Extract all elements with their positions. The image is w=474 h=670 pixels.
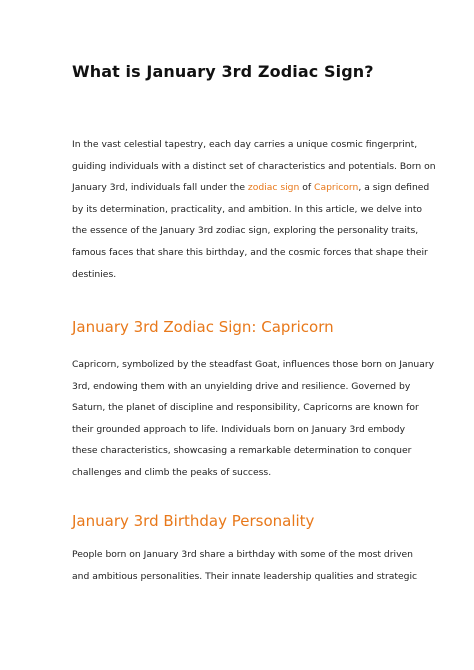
capricorn-line-2: 3rd, endowing them with an unyielding drive and resilience. Governed by	[72, 380, 411, 392]
capricorn-paragraph	[72, 354, 435, 484]
intro-line-4: by its determination, practicality, and ambition. In this article, we delve into	[72, 203, 423, 215]
intro-line-3	[72, 177, 430, 199]
personality-line-2: and ambitious personalities. Their innate leadership qualities and strategic	[72, 570, 418, 582]
intro-paragraph	[72, 134, 436, 285]
capricorn-line-1: Capricorn, symbolized by the steadfast Goat, influences those born on January	[72, 359, 435, 370]
intro-line-1: In the vast celestial tapestry, each day carries a unique cosmic fingerprint,	[72, 139, 418, 150]
personality-paragraph	[72, 544, 418, 587]
intro-line-3-end: , a sign defined	[358, 182, 430, 194]
capricorn-line-6: challenges and climb the peaks of success.	[72, 466, 272, 478]
capricorn-line-5: these characteristics, showcasing a remarkable determination to conquer	[72, 445, 412, 457]
intro-line-3-middle: of	[299, 182, 315, 194]
capricorn-line-4: their grounded approach to life. Individuals born on January 3rd embody	[72, 423, 406, 435]
personality-line-1: People born on January 3rd share a birthday with some of the most driven	[72, 549, 413, 560]
intro-line-2: guiding individuals with a distinct set of characteristics and potentials. Born on	[72, 160, 436, 172]
capricorn-line-3: Saturn, the planet of discipline and responsibility, Capricorns are known for	[72, 402, 419, 414]
section-heading-birthday-personality: January 3rd Birthday Personality	[72, 512, 315, 530]
intro-line-6: famous faces that share this birthday, and the cosmic forces that shape their	[72, 246, 428, 258]
intro-line-5: the essence of the January 3rd zodiac sign, exploring the personality traits,	[72, 225, 419, 237]
page-title: What is January 3rd Zodiac Sign?	[72, 62, 374, 81]
section-heading-capricorn: January 3rd Zodiac Sign: Capricorn	[72, 318, 334, 336]
intro-line-7: destinies.	[72, 268, 117, 280]
capricorn-link[interactable]: Capricorn	[314, 182, 359, 194]
intro-line-3-start: January 3rd, individuals fall under the	[72, 182, 248, 194]
zodiac-sign-link[interactable]: zodiac sign	[247, 182, 300, 194]
